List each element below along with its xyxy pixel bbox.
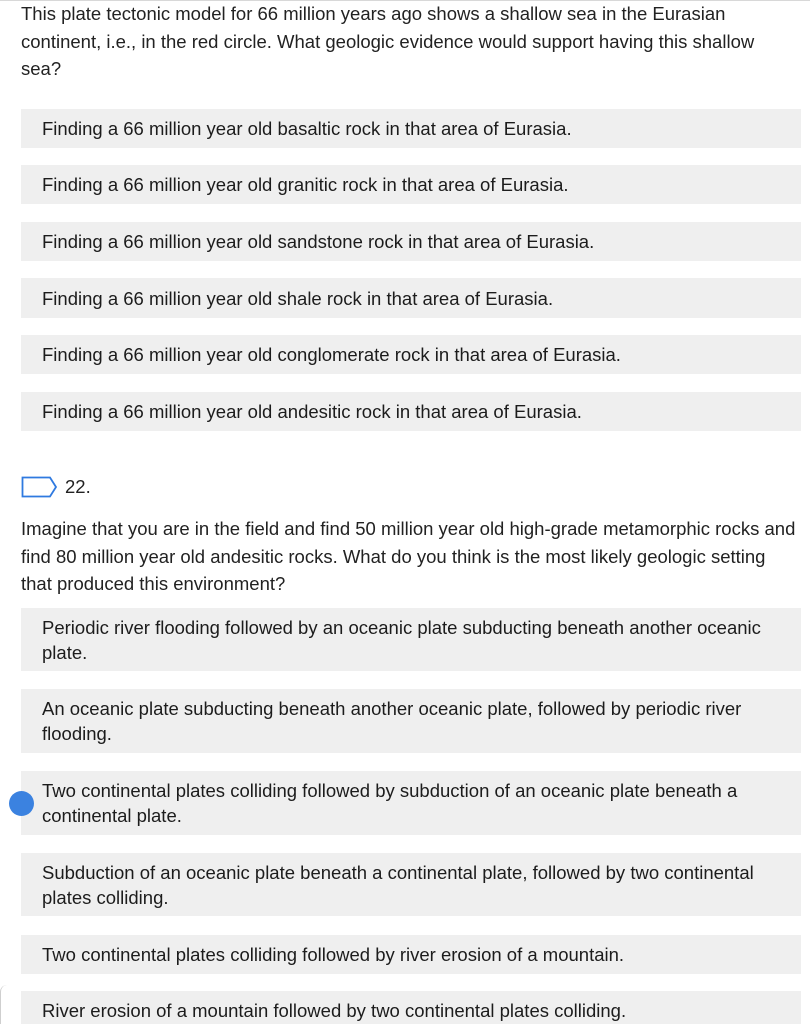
q1-option-granitic[interactable] xyxy=(21,165,801,204)
q2-option-subduction-then-continental[interactable] xyxy=(21,853,801,916)
q1-option-andesitic[interactable] xyxy=(21,392,801,431)
question-number: 22. xyxy=(65,476,91,497)
option-label: An oceanic plate subducting beneath another oceanic plate, followed by periodic river flooding. xyxy=(42,698,742,744)
option-label: Two continental plates colliding followed by river erosion of a mountain. xyxy=(42,944,625,965)
question-2-text: Imagine that you are in the field and find 50 million year old high-grade metamorphic rocks and find 80 million year old andesitic rocks. What do you think is the most likely geologic setting that produced this environment? xyxy=(21,518,796,594)
q2-option-erosion-then-continental[interactable] xyxy=(21,991,801,1024)
option-label: River erosion of a mountain followed by two continental plates colliding. xyxy=(42,1000,627,1021)
option-label: Periodic river flooding followed by an oceanic plate subducting beneath another oceanic plate. xyxy=(42,616,761,663)
option-label: Finding a 66 million year old shale rock in that area of Eurasia. xyxy=(42,287,554,309)
q2-option-oceanic-then-river[interactable] xyxy=(21,689,801,753)
q1-option-conglomerate[interactable] xyxy=(21,335,801,374)
flag-outline-icon[interactable] xyxy=(21,476,58,498)
q2-option-continental-then-erosion[interactable] xyxy=(21,935,801,974)
option-label: Finding a 66 million year old sandstone rock in that area of Eurasia. xyxy=(42,231,595,252)
q2-option-continental-then-subduction[interactable] xyxy=(21,771,801,835)
question-1-text: This plate tectonic model for 66 million years ago shows a shallow sea in the Eurasian continent, i.e., in the red circle. What geologic evidence would support having this shallow sea? xyxy=(21,3,755,79)
selected-answer-indicator[interactable] xyxy=(9,791,34,816)
option-label: Subduction of an oceanic plate beneath a continental plate, followed by two continental plates colliding. xyxy=(42,861,754,908)
card-edge xyxy=(0,985,7,1024)
option-label: Finding a 66 million year old basaltic rock in that area of Eurasia. xyxy=(42,118,572,139)
option-label: Two continental plates colliding followed by subduction of an oceanic plate beneath a continental plate. xyxy=(42,780,738,826)
q1-option-sandstone[interactable] xyxy=(21,222,801,261)
question-2-header xyxy=(21,474,91,500)
option-label: Finding a 66 million year old andesitic rock in that area of Eurasia. xyxy=(42,401,582,422)
q1-option-basaltic[interactable] xyxy=(21,109,801,148)
option-label: Finding a 66 million year old granitic rock in that area of Eurasia. xyxy=(42,174,569,195)
q2-option-river-then-oceanic[interactable] xyxy=(21,608,801,671)
option-label: Finding a 66 million year old conglomerate rock in that area of Eurasia. xyxy=(42,344,621,365)
q1-option-shale[interactable] xyxy=(21,278,801,318)
